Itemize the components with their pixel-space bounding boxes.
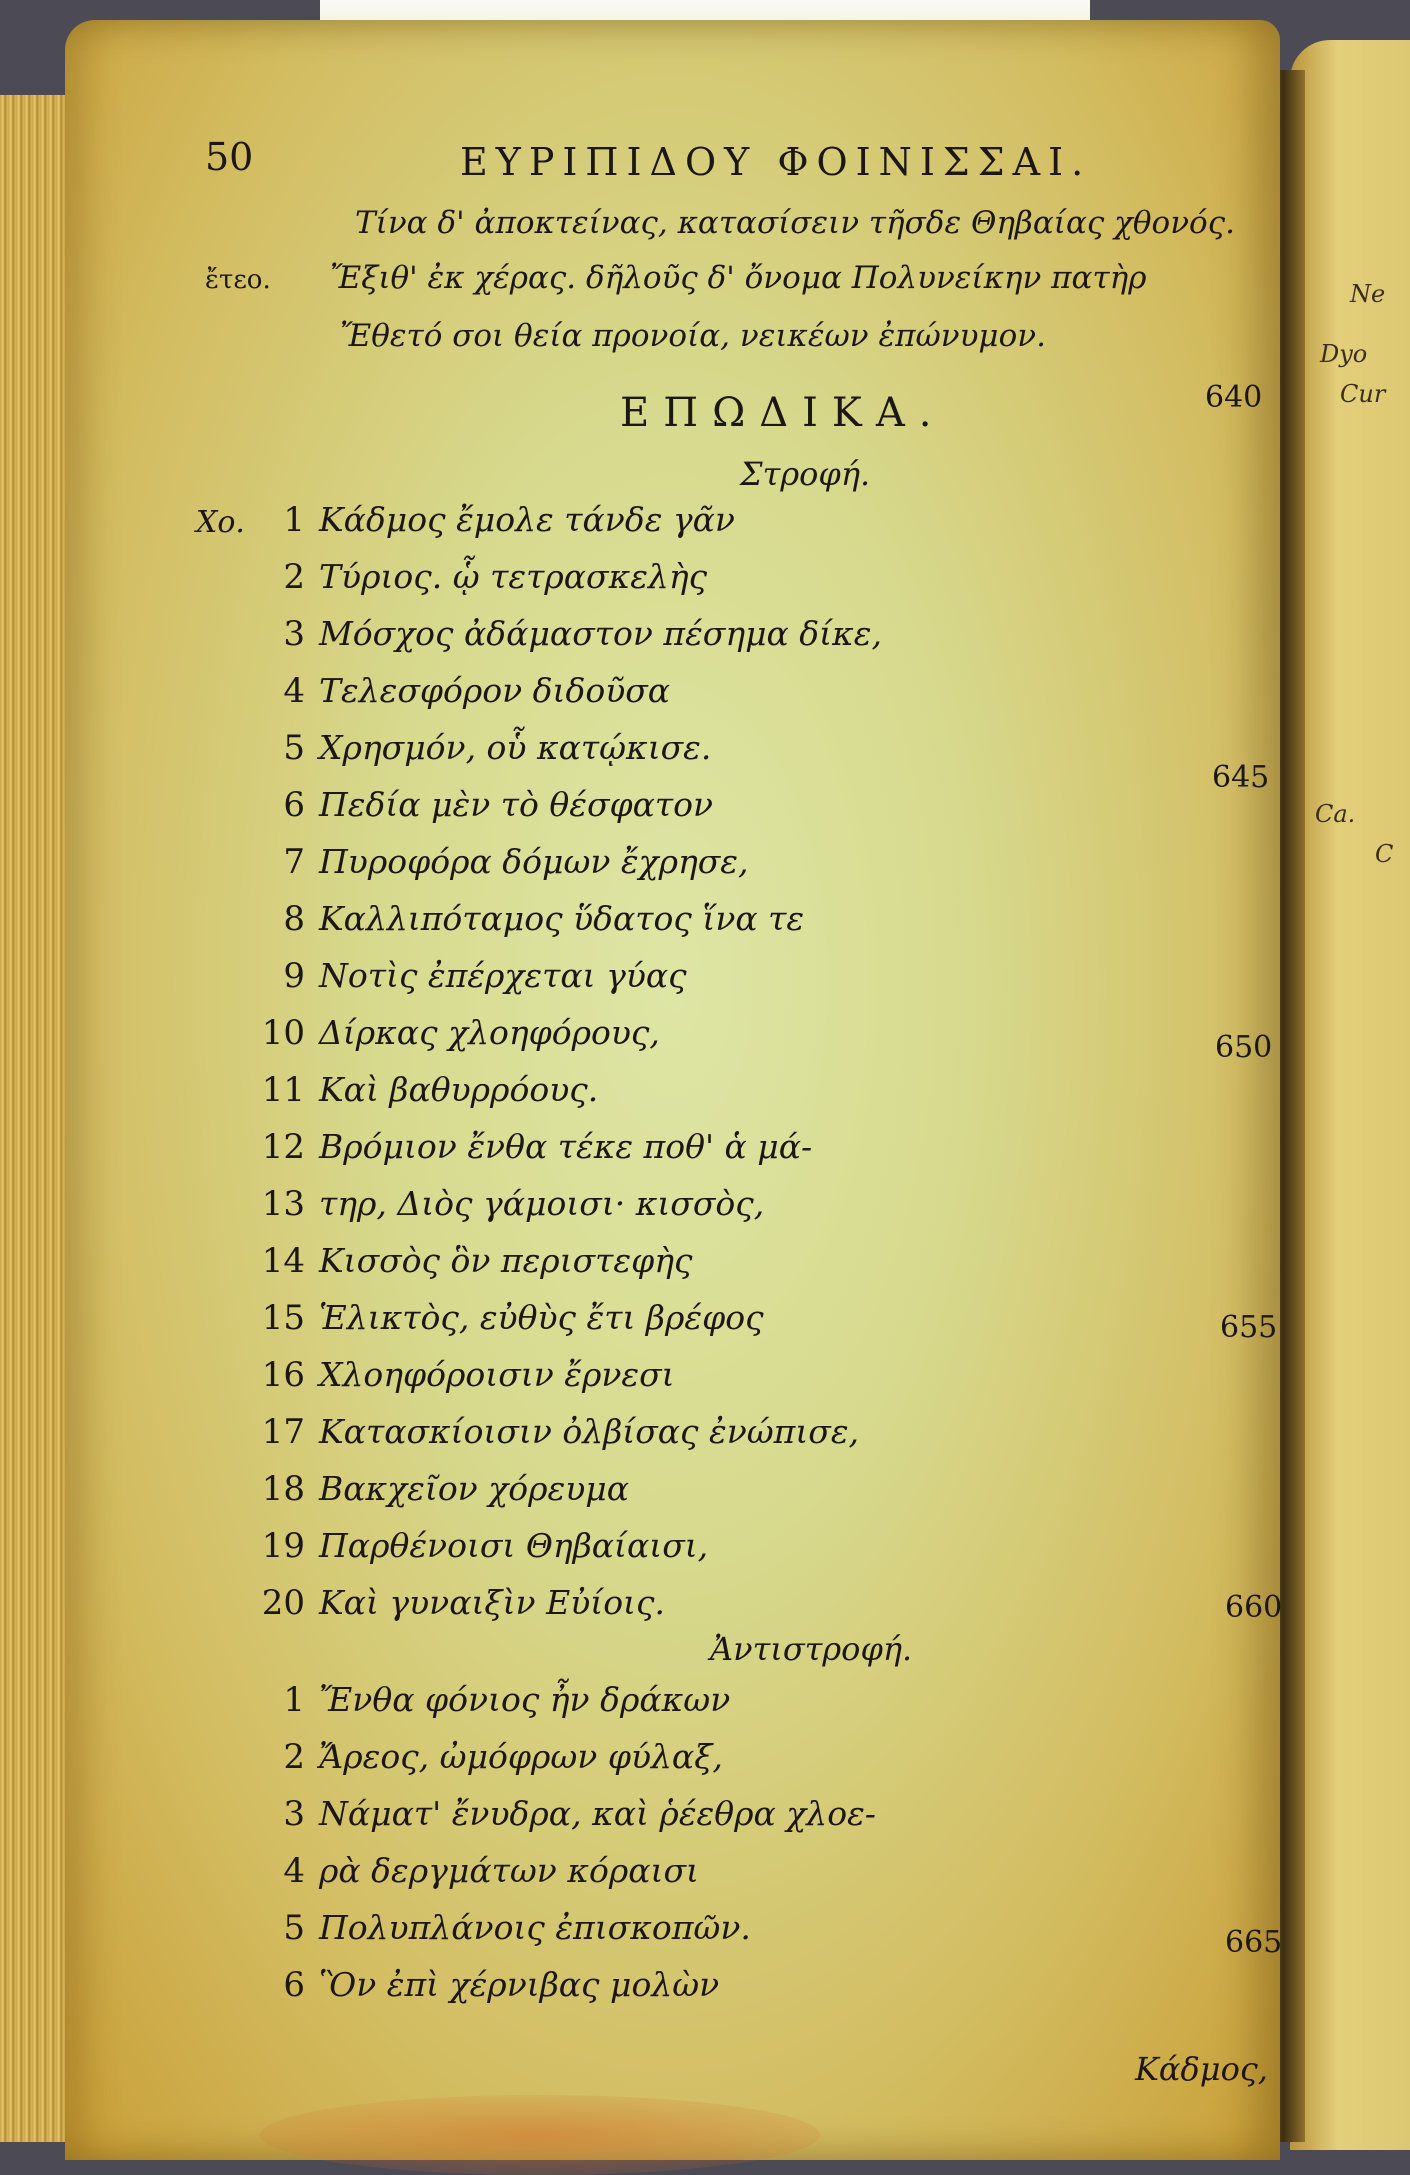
verse-line: [245, 1241, 693, 1281]
verse-text: Κάδμος ἔμολε τάνδε γᾶν: [319, 500, 735, 539]
verse-number: 4: [283, 1851, 305, 1891]
line-number-marker: 655: [1220, 1310, 1278, 1345]
verse-number: 7: [283, 842, 305, 882]
verse-number: 13: [261, 1184, 305, 1224]
facing-page-fragment: Ne: [1350, 280, 1386, 308]
verse-text: τηρ, Διὸς γάμοισι· κισσὸς,: [319, 1184, 765, 1223]
verse-number: 18: [261, 1469, 305, 1509]
verse-text: Πυροφόρα δόμων ἔχρησε,: [319, 842, 749, 881]
running-head: ΕΥΡΙΠΙΔΟΥ ΦΟΙΝΙΣΣΑΙ.: [460, 140, 1092, 184]
verse-number: 16: [261, 1355, 305, 1395]
verse-text: Τελεσφόρον διδοῦσα: [319, 671, 671, 710]
verse-line: [245, 785, 713, 825]
verse-text: Πολυπλάνοις ἐπισκοπῶν.: [319, 1908, 751, 1947]
line-number-marker: 640: [1205, 380, 1263, 415]
verse-line: [245, 500, 735, 540]
prose-line: Ἔθετό σοι θεία προνοία, νεικέων ἐπώνυμον.: [340, 318, 1046, 354]
antistrophe-label: Ἀντιστροφή.: [710, 1630, 913, 1668]
verse-text: Χρησμόν, οὗ κατῴκισε.: [319, 728, 712, 767]
verse-line: [245, 1469, 629, 1509]
verse-line: [245, 1070, 598, 1110]
verse-text: Μόσχος ἀδάμαστον πέσημα δίκε,: [319, 614, 882, 653]
facing-page-fragment: C: [1375, 840, 1394, 868]
catchword: Κάδμος,: [1135, 2050, 1268, 2088]
verse-line: [245, 1526, 708, 1566]
line-number-marker: 665: [1225, 1925, 1283, 1960]
verse-line: [245, 557, 707, 597]
line-number-marker: 650: [1215, 1030, 1273, 1065]
facing-page-fragment: Ca.: [1315, 800, 1356, 828]
verse-text: Πεδία μὲν τὸ θέσφατον: [319, 785, 714, 824]
verse-line: [245, 1184, 764, 1224]
prose-line: Ἔξιθ' ἐκ χέρας. δῆλοῦς δ' ὄνομα Πολυνείκην πατὴρ: [330, 260, 1147, 296]
verse-number: 17: [261, 1412, 305, 1452]
verse-number: 12: [261, 1127, 305, 1167]
verse-text: Δίρκας χλοηφόρους,: [319, 1013, 660, 1052]
verse-number: 1: [283, 1680, 305, 1720]
verse-text: Βρόμιον ἔνθα τέκε ποθ' ἁ μά-: [319, 1127, 813, 1166]
verse-line: [245, 671, 670, 711]
verse-line: [245, 1355, 675, 1395]
verse-text: Καὶ γυναιξὶν Εὐίοις.: [319, 1583, 665, 1622]
verse-text: Καλλιπόταμος ὕδατος ἵνα τε: [319, 899, 805, 938]
verse-text: Ἔνθα φόνιος ἦν δράκων: [319, 1680, 731, 1719]
page-number: 50: [205, 135, 254, 179]
facing-page: [1290, 40, 1410, 2150]
verse-number: 5: [283, 728, 305, 768]
verse-text: Κισσὸς ὃν περιστεφὴς: [319, 1241, 693, 1280]
verse-text: Ἑλικτὸς, εὐθὺς ἔτι βρέφος: [319, 1298, 764, 1337]
verse-line: [245, 1298, 764, 1338]
verse-text: Νοτὶς ἐπέρχεται γύας: [319, 956, 687, 995]
verse-number: 15: [261, 1298, 305, 1338]
facing-page-fragment: Dyo: [1320, 340, 1368, 368]
section-title: ΕΠΩΔΙΚΑ.: [620, 390, 946, 436]
verse-number: 10: [261, 1013, 305, 1053]
lamp-glow: [260, 2095, 820, 2175]
verse-line: [245, 1013, 660, 1053]
verse-number: 3: [283, 614, 305, 654]
verse-number: 9: [283, 956, 305, 996]
verse-number: 14: [261, 1241, 305, 1281]
verse-text: Ἄρεος, ὠμόφρων φύλαξ,: [319, 1737, 723, 1776]
margin-note: ἔτεο.: [205, 265, 271, 295]
speaker-label: Χο.: [196, 505, 245, 540]
line-number-marker: 660: [1225, 1590, 1283, 1625]
verse-line: [225, 1794, 876, 1834]
verse-line: [225, 1908, 751, 1948]
verse-number: 11: [261, 1070, 305, 1110]
verse-number: 4: [283, 671, 305, 711]
verse-text: Κατασκίοισιν ὀλβίσας ἐνώπισε,: [319, 1412, 860, 1451]
verse-line: [245, 1412, 859, 1452]
verse-number: 20: [261, 1583, 305, 1623]
verse-line: [225, 1851, 699, 1891]
verse-number: 2: [283, 1737, 305, 1777]
verse-line: [245, 899, 804, 939]
prose-line: Τίνα δ' ἀποκτείνας, κατασίσειν τῆσδε Θηβαίας χθονός.: [355, 205, 1235, 241]
verse-text: ρὰ δεργμάτων κόραισι: [319, 1851, 699, 1890]
verse-number: 6: [283, 1965, 305, 2005]
verse-line: [245, 1127, 812, 1167]
verse-number: 1: [283, 500, 305, 540]
facing-page-fragment: Cur: [1340, 380, 1386, 408]
verse-line: [245, 956, 687, 996]
verse-number: 2: [283, 557, 305, 597]
verse-text: Βακχεῖον χόρευμα: [319, 1469, 630, 1508]
verse-text: Χλοηφόροισιν ἔρνεσι: [319, 1355, 675, 1394]
verse-line: [225, 1680, 730, 1720]
verse-text: Νάματ' ἔνυδρα, καὶ ῥέεθρα χλοε-: [319, 1794, 876, 1833]
line-number-marker: 645: [1212, 760, 1270, 795]
verse-text: Παρθένοισι Θηβαίαισι,: [319, 1526, 709, 1565]
verse-number: 3: [283, 1794, 305, 1834]
verse-number: 5: [283, 1908, 305, 1948]
verse-line: [245, 614, 882, 654]
verse-number: 19: [261, 1526, 305, 1566]
verse-line: [225, 1965, 719, 2005]
verse-line: [245, 842, 749, 882]
verse-line: [245, 1583, 665, 1623]
verse-text: Ὃν ἐπὶ χέρνιβας μολὼν: [319, 1965, 720, 2004]
verse-line: [225, 1737, 723, 1777]
verse-text: Καὶ βαθυρρόους.: [319, 1070, 599, 1109]
verse-text: Τύριος. ᾧ τετρασκελὴς: [319, 557, 708, 596]
strophe-label: Στροφή.: [740, 455, 871, 493]
verse-line: [245, 728, 711, 768]
verse-number: 6: [283, 785, 305, 825]
verse-number: 8: [283, 899, 305, 939]
